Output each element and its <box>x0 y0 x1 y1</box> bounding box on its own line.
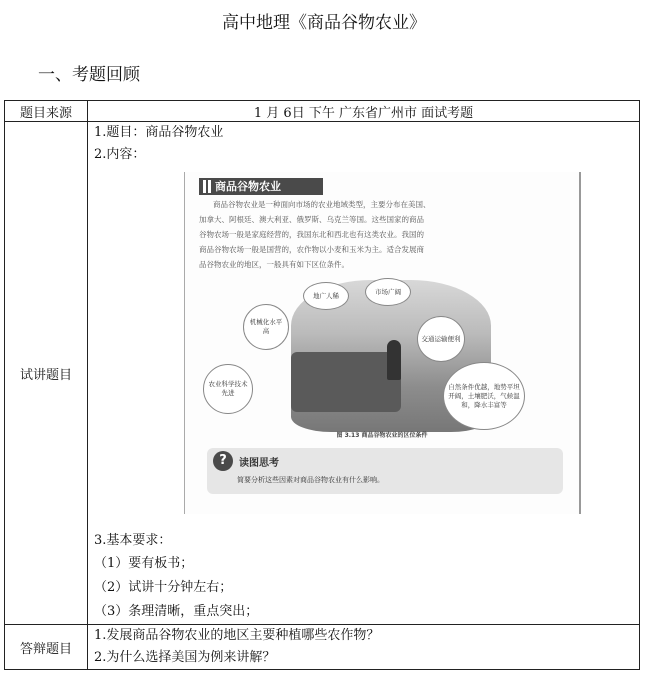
think-box <box>207 448 563 494</box>
harvester-shape <box>291 352 401 412</box>
requirements-label: 3.基本要求： <box>94 533 172 548</box>
defense-label: 答辩题目 <box>5 625 88 670</box>
lecture-label: 试讲题目 <box>5 122 88 625</box>
think-label: 读图思考 <box>239 458 279 469</box>
content-label: 2.内容： <box>94 147 146 162</box>
question-icon: ? <box>213 451 233 471</box>
bubble-market: 市场广阔 <box>365 278 411 306</box>
lecture-content <box>88 122 640 625</box>
bubble-natural: 自然条件优越，地势平坦开阔，土壤肥沃，气候温和，降水丰富等 <box>443 362 525 430</box>
defense-content <box>88 625 640 670</box>
textbook-image <box>184 172 581 514</box>
requirement-1: （1）要有板书； <box>94 556 194 571</box>
textbook-heading: 商品谷物农业 <box>199 178 323 195</box>
bubble-land: 地广人稀 <box>303 282 349 310</box>
source-value: 1 月 6日 下午 广东省广州市 面试考题 <box>88 101 640 122</box>
textbook-paragraph: 商品谷物农业是一种面向市场的农业地域类型，主要分布在美国、加拿大、阿根廷、澳大利亚、俄罗斯、乌克兰等国。这些国家的商品谷物农场一般是家庭经营的，我国东北和西北也有这类农业。我国的商品谷物农场一般是国营的，农作物以小麦和玉米为主。适合发展商品谷物农业的地区，一般具有如下区位条件。 <box>199 200 431 269</box>
exam-table <box>4 100 640 670</box>
bubble-transport: 交通运输便利 <box>417 316 465 362</box>
bubble-mechanization: 机械化水平高 <box>243 304 289 350</box>
requirement-2: （2）试讲十分钟左右； <box>94 580 233 595</box>
source-label: 题目来源 <box>5 101 88 122</box>
section-heading: 一、考题回顾 <box>38 65 140 85</box>
table-row <box>5 122 640 625</box>
document-title: 高中地理《商品谷物农业》 <box>222 13 426 33</box>
table-row <box>5 101 640 122</box>
farmer-shape <box>387 340 401 380</box>
defense-q2: 2.为什么选择美国为例来讲解？ <box>94 650 276 665</box>
requirement-3: （3）条理清晰，重点突出； <box>94 604 259 619</box>
think-text: 简要分析这些因素对商品谷物农业有什么影响。 <box>237 476 384 484</box>
figure-caption: 图 3.13 商品谷物农业的区位条件 <box>336 432 428 439</box>
bubble-technology: 农业科学技术先进 <box>203 364 253 414</box>
table-row <box>5 625 640 670</box>
defense-q1: 1.发展商品谷物农业的地区主要种植哪些农作物？ <box>94 628 380 643</box>
topic-line: 1.题目：商品谷物农业 <box>94 125 224 140</box>
